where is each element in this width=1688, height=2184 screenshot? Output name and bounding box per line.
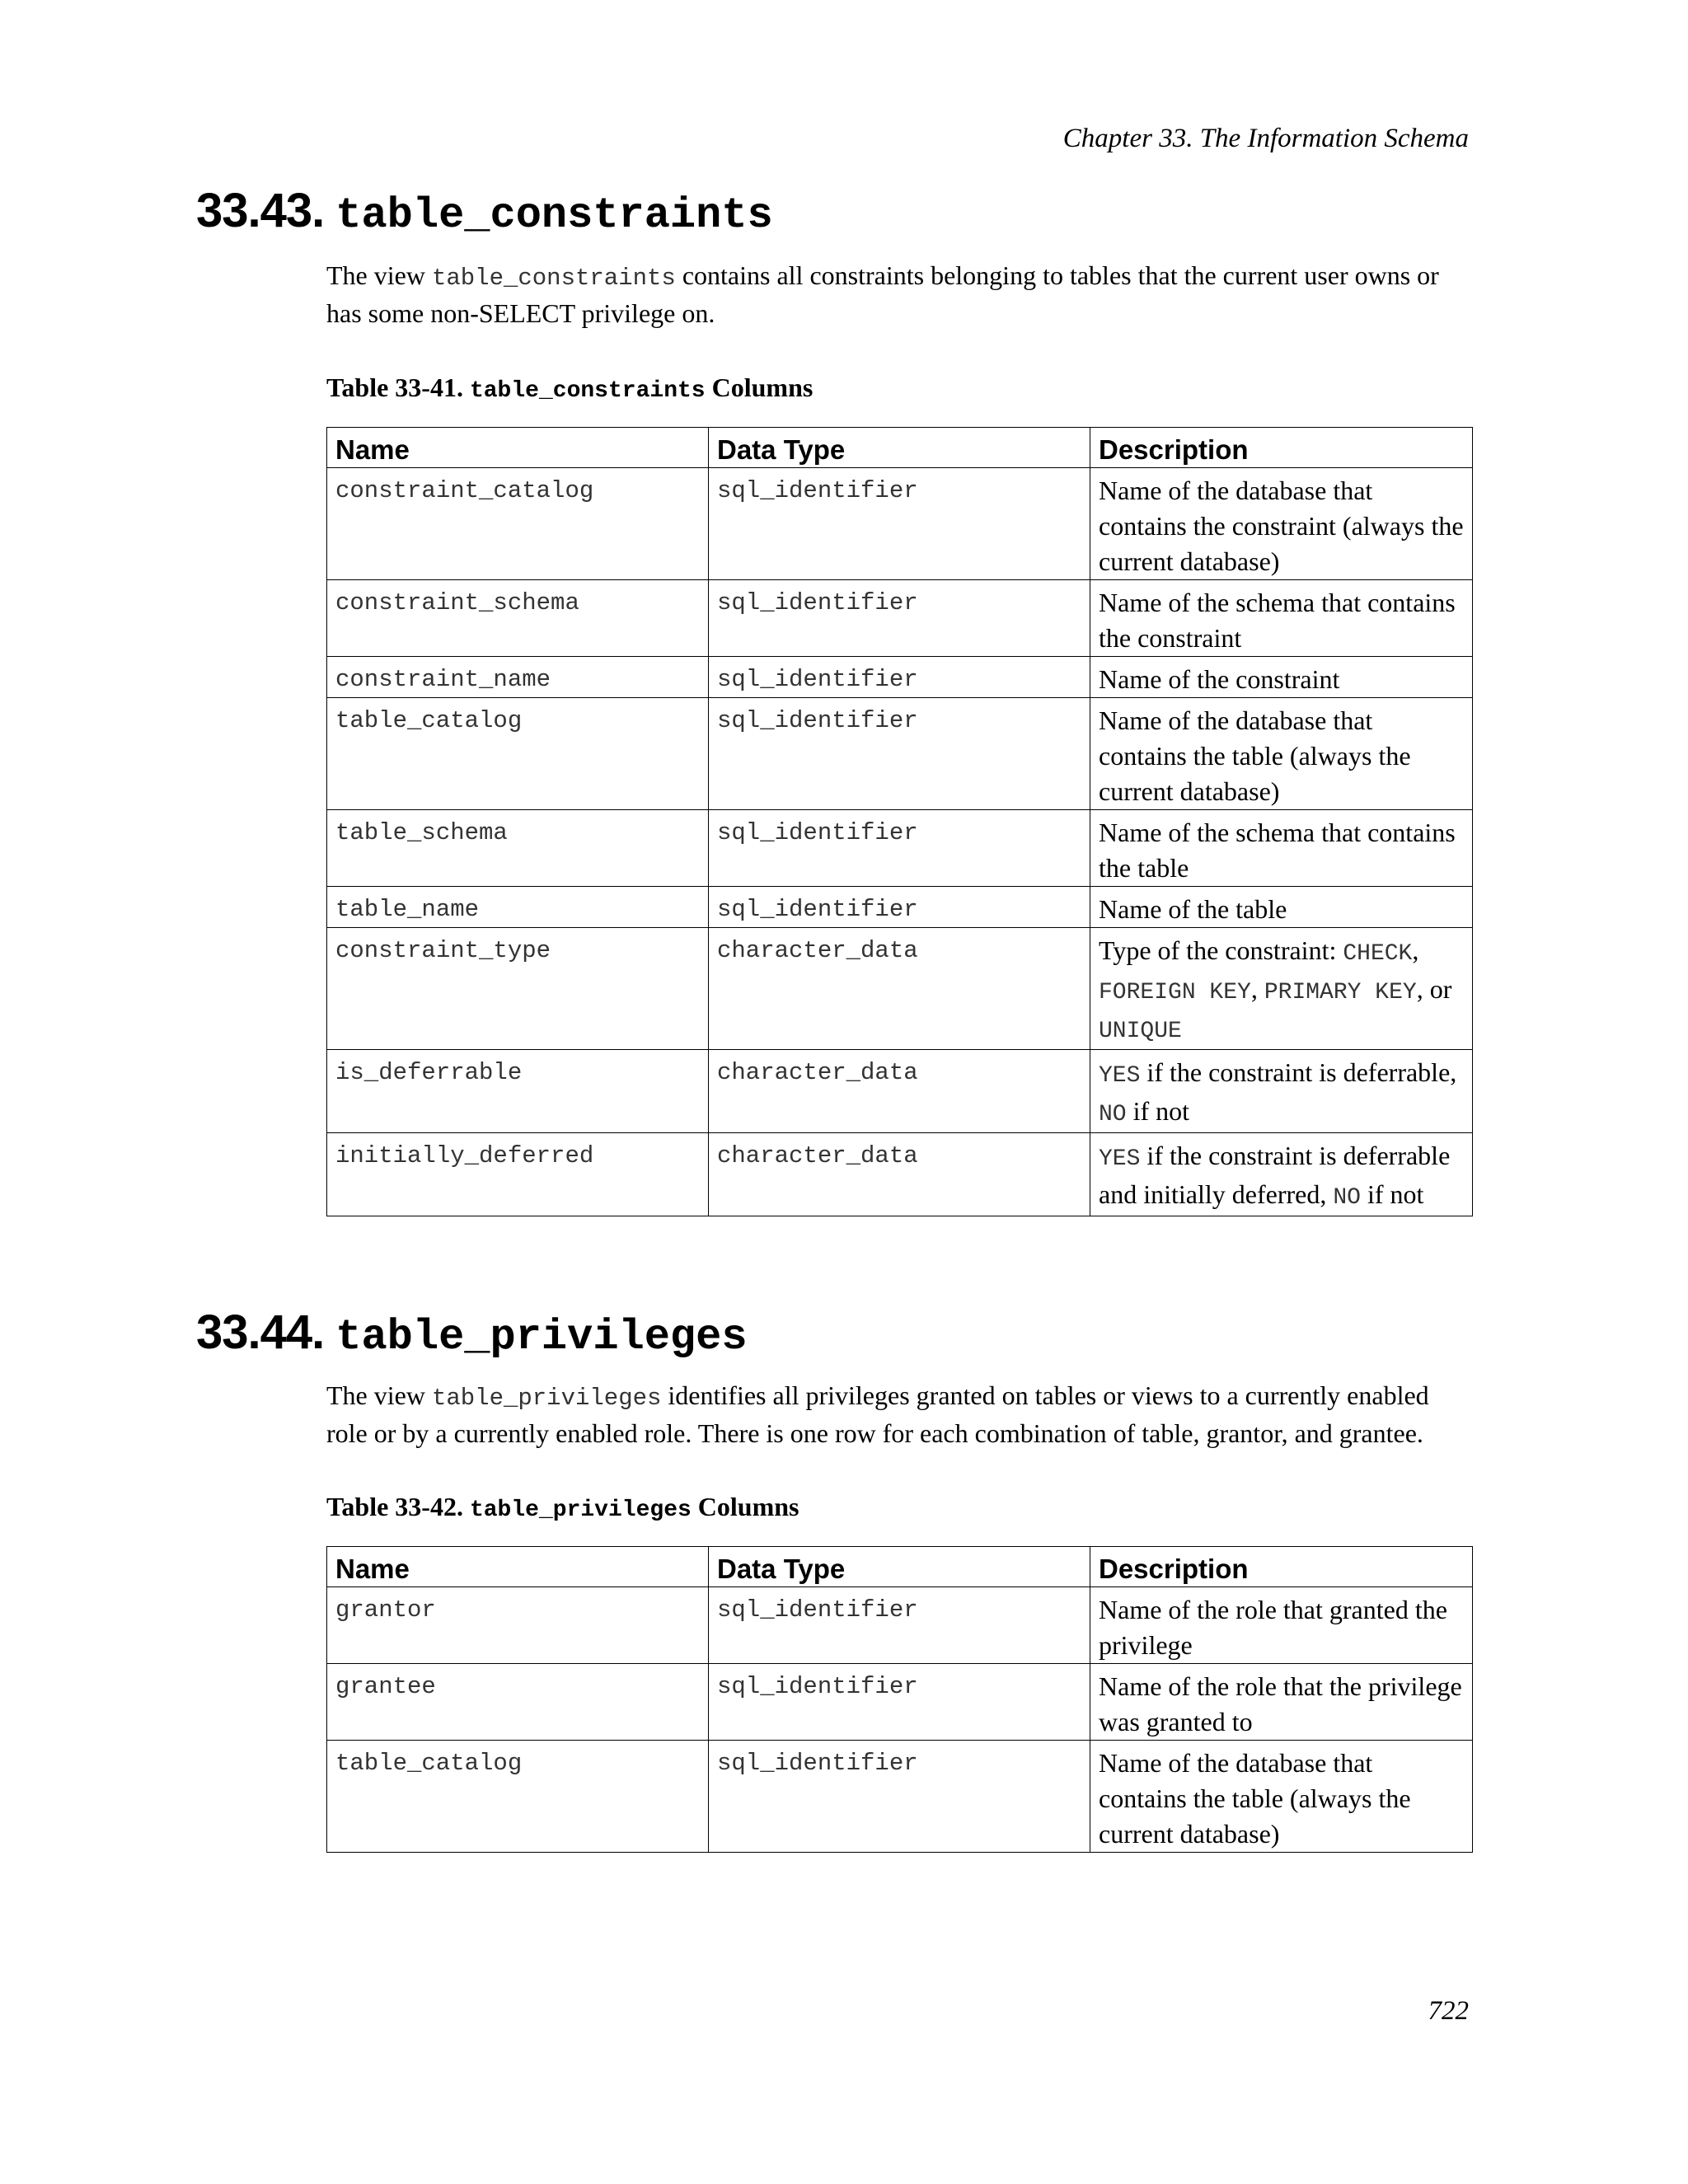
cell-column-name: constraint_schema bbox=[327, 580, 709, 657]
cell-data-type: sql_identifier bbox=[709, 1741, 1090, 1853]
cell-description: Name of the schema that contains the table bbox=[1090, 810, 1473, 887]
description-code: PRIMARY KEY bbox=[1264, 980, 1417, 1005]
table-header-row bbox=[327, 1547, 1473, 1587]
cell-column-name: constraint_type bbox=[327, 928, 709, 1050]
description-code: UNIQUE bbox=[1099, 1019, 1182, 1044]
cell-data-type: character_data bbox=[709, 1050, 1090, 1133]
cell-description: Name of the database that contains the table (always the current database) bbox=[1090, 698, 1473, 810]
intro-prefix: The view bbox=[326, 260, 432, 290]
caption-label: Table 33-42. bbox=[326, 1492, 470, 1521]
cell-data-type: character_data bbox=[709, 1133, 1090, 1216]
table-row bbox=[327, 928, 1473, 1050]
table-row bbox=[327, 887, 1473, 928]
cell-data-type: sql_identifier bbox=[709, 468, 1090, 580]
intro-suffix: contains all constraints belonging to tables that the current user owns or has some non-SELECT privilege on. bbox=[326, 260, 1439, 328]
cell-description: Name of the database that contains the table (always the current database) bbox=[1090, 1741, 1473, 1853]
cell-description: Name of the role that granted the privilege bbox=[1090, 1587, 1473, 1664]
description-text: , bbox=[1412, 935, 1419, 965]
description-text: , or bbox=[1416, 974, 1452, 1004]
running-header: Chapter 33. The Information Schema bbox=[1062, 124, 1469, 153]
description-code: YES bbox=[1099, 1063, 1141, 1089]
table-row bbox=[327, 1050, 1473, 1133]
caption-code: table_privileges bbox=[469, 1497, 692, 1523]
cell-data-type: sql_identifier bbox=[709, 580, 1090, 657]
description-text: if not bbox=[1360, 1179, 1424, 1209]
cell-description bbox=[1090, 928, 1473, 1050]
columns-table-table-privileges bbox=[326, 1546, 1473, 1853]
table-row bbox=[327, 810, 1473, 887]
description-text: if the constraint is deferrable, bbox=[1140, 1057, 1457, 1087]
description-code: NO bbox=[1099, 1102, 1127, 1127]
header-name: Name bbox=[327, 1547, 709, 1587]
table-row bbox=[327, 468, 1473, 580]
description-text: if the constraint is deferrable and initially deferred, bbox=[1099, 1141, 1451, 1209]
cell-description: Name of the schema that contains the constraint bbox=[1090, 580, 1473, 657]
cell-column-name: grantee bbox=[327, 1664, 709, 1741]
section-intro bbox=[326, 258, 1472, 331]
cell-column-name: constraint_catalog bbox=[327, 468, 709, 580]
cell-description bbox=[1090, 1133, 1473, 1216]
section-intro bbox=[326, 1378, 1472, 1451]
description-code: NO bbox=[1333, 1185, 1361, 1211]
description-text: Type of the constraint: bbox=[1099, 935, 1343, 965]
cell-data-type: sql_identifier bbox=[709, 698, 1090, 810]
table-row bbox=[327, 657, 1473, 698]
table-row bbox=[327, 1587, 1473, 1664]
description-code: YES bbox=[1099, 1146, 1141, 1172]
cell-data-type: sql_identifier bbox=[709, 1664, 1090, 1741]
description-code: CHECK bbox=[1343, 941, 1413, 967]
table-header-row bbox=[327, 428, 1473, 468]
section-code-title: table_constraints bbox=[335, 191, 773, 240]
cell-description: Name of the table bbox=[1090, 887, 1473, 928]
cell-data-type: sql_identifier bbox=[709, 657, 1090, 698]
table-row bbox=[327, 1133, 1473, 1216]
cell-description: Name of the constraint bbox=[1090, 657, 1473, 698]
cell-column-name: constraint_name bbox=[327, 657, 709, 698]
header-description: Description bbox=[1090, 1547, 1473, 1587]
cell-data-type: sql_identifier bbox=[709, 1587, 1090, 1664]
cell-column-name: table_schema bbox=[327, 810, 709, 887]
intro-code: table_privileges bbox=[431, 1385, 662, 1412]
table-row bbox=[327, 698, 1473, 810]
caption-suffix: Columns bbox=[691, 1492, 799, 1521]
section-heading-33-44 bbox=[196, 1305, 748, 1361]
header-name: Name bbox=[327, 428, 709, 468]
table-row bbox=[327, 1664, 1473, 1741]
description-code: FOREIGN KEY bbox=[1099, 980, 1251, 1005]
description-text: , bbox=[1250, 974, 1264, 1004]
page-number: 722 bbox=[1428, 1996, 1469, 2026]
section-number: 33.44. bbox=[196, 1305, 325, 1359]
table-row bbox=[327, 1741, 1473, 1853]
header-description: Description bbox=[1090, 428, 1473, 468]
intro-suffix: identifies all privileges granted on tables or views to a currently enabled role or by a currently enabled role. There is one row for each combination of table, grantor, and grantee. bbox=[326, 1380, 1429, 1448]
cell-column-name: is_deferrable bbox=[327, 1050, 709, 1133]
cell-column-name: table_catalog bbox=[327, 1741, 709, 1853]
cell-column-name: initially_deferred bbox=[327, 1133, 709, 1216]
cell-data-type: character_data bbox=[709, 928, 1090, 1050]
cell-column-name: table_catalog bbox=[327, 698, 709, 810]
table-row bbox=[327, 580, 1473, 657]
cell-column-name: table_name bbox=[327, 887, 709, 928]
intro-prefix: The view bbox=[326, 1380, 432, 1410]
cell-column-name: grantor bbox=[327, 1587, 709, 1664]
caption-suffix: Columns bbox=[705, 373, 814, 402]
caption-code: table_constraints bbox=[469, 378, 706, 404]
table-caption-33-41 bbox=[326, 373, 813, 404]
intro-code: table_constraints bbox=[431, 265, 676, 292]
header-data-type: Data Type bbox=[709, 428, 1090, 468]
section-heading-33-43 bbox=[196, 183, 773, 240]
cell-data-type: sql_identifier bbox=[709, 810, 1090, 887]
section-code-title: table_privileges bbox=[335, 1313, 748, 1361]
caption-label: Table 33-41. bbox=[326, 373, 470, 402]
cell-data-type: sql_identifier bbox=[709, 887, 1090, 928]
cell-description: Name of the role that the privilege was granted to bbox=[1090, 1664, 1473, 1741]
description-text: if not bbox=[1126, 1096, 1190, 1126]
cell-description: Name of the database that contains the constraint (always the current database) bbox=[1090, 468, 1473, 580]
section-number: 33.43. bbox=[196, 184, 325, 237]
cell-description bbox=[1090, 1050, 1473, 1133]
table-caption-33-42 bbox=[326, 1492, 799, 1523]
columns-table-table-constraints bbox=[326, 427, 1473, 1216]
header-data-type: Data Type bbox=[709, 1547, 1090, 1587]
